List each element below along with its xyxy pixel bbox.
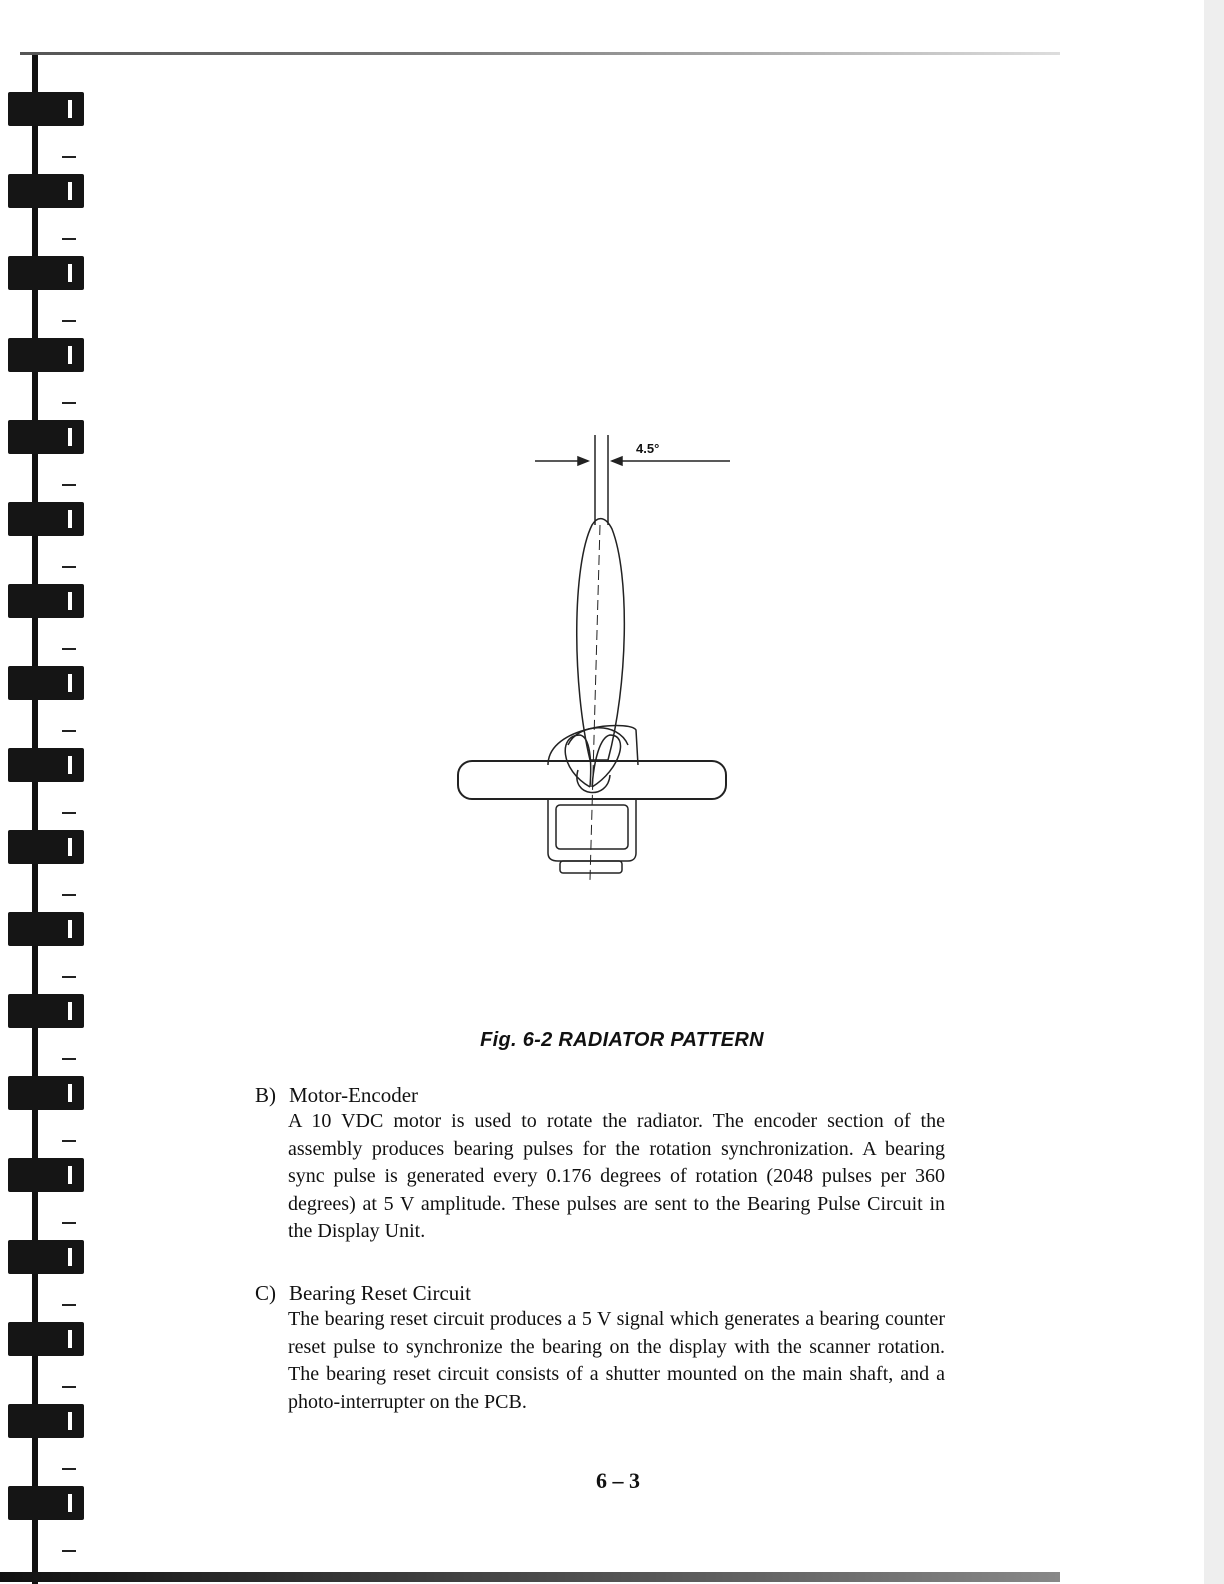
page-number: 6 – 3	[596, 1468, 640, 1493]
binding-hole-mark	[62, 402, 76, 404]
section-bearing-reset-circuit	[255, 1280, 945, 1416]
binding-ring	[8, 1158, 84, 1192]
binding-hole-mark	[62, 1222, 76, 1224]
gearbox-housing	[548, 799, 636, 861]
binding-ring-gap	[68, 1494, 72, 1512]
binding-hole-mark	[62, 566, 76, 568]
section-body: A 10 VDC motor is used to rotate the radiator. The encoder section of the assembly produces bearing pulses for the rotation synchronization. A bearing sync pulse is generated every 0.176 degrees of rotation (2048 pulses per 360 degrees) at 5 V amplitude. These pulses are sent to the Bearing Pulse Circuit in the Display Unit.	[288, 1110, 945, 1242]
binding-ring	[8, 1240, 84, 1274]
binding-hole-mark	[62, 976, 76, 978]
radiator-pattern-figure	[440, 425, 750, 895]
binding-ring-gap	[68, 674, 72, 692]
binding-ring	[8, 338, 84, 372]
dimension-arrow-right	[612, 457, 622, 465]
binding-hole-mark	[62, 648, 76, 650]
section-label: C)	[255, 1281, 276, 1305]
binding-hole-mark	[62, 1140, 76, 1142]
binding-ring-gap	[68, 510, 72, 528]
section-label: B)	[255, 1083, 276, 1107]
binding-ring	[8, 92, 84, 126]
page-bottom-edge	[0, 1572, 1060, 1582]
binding-ring	[8, 994, 84, 1028]
binding-ring-gap	[68, 838, 72, 856]
binding-hole-mark	[62, 894, 76, 896]
dimension-arrow-left	[578, 457, 588, 465]
binding-hole-mark	[62, 1386, 76, 1388]
binding-ring	[8, 420, 84, 454]
binding-ring-gap	[68, 346, 72, 364]
binding-ring	[8, 502, 84, 536]
binding-hole-mark	[62, 812, 76, 814]
binding-ring-gap	[68, 920, 72, 938]
binding-hole-mark	[62, 156, 76, 158]
binding-ring-gap	[68, 592, 72, 610]
binding-hole-mark	[62, 1058, 76, 1060]
binding-ring	[8, 1076, 84, 1110]
section-title: Bearing Reset Circuit	[289, 1281, 471, 1305]
binding-ring-gap	[68, 756, 72, 774]
binding-ring-gap	[68, 428, 72, 446]
binding-ring	[8, 584, 84, 618]
binding-hole-mark	[62, 730, 76, 732]
binding-ring	[8, 1322, 84, 1356]
side-lobe-top	[568, 728, 628, 745]
binding-ring-gap	[68, 182, 72, 200]
binding-ring	[8, 666, 84, 700]
binding-ring	[8, 912, 84, 946]
binding-ring	[8, 830, 84, 864]
binding-ring-gap	[68, 1166, 72, 1184]
binding-ring-gap	[68, 100, 72, 118]
figure-caption: Fig. 6-2 RADIATOR PATTERN	[480, 1029, 764, 1051]
binding-hole-mark	[62, 320, 76, 322]
binding-ring	[8, 748, 84, 782]
binding-ring	[8, 174, 84, 208]
binding-ring	[8, 256, 84, 290]
binding-ring	[8, 1404, 84, 1438]
lobe-center-line	[590, 525, 600, 880]
section-title: Motor-Encoder	[289, 1083, 419, 1107]
binding-ring-gap	[68, 264, 72, 282]
binding-hole-mark	[62, 1550, 76, 1552]
binding-hole-mark	[62, 238, 76, 240]
section-motor-encoder	[255, 1082, 945, 1246]
binding-ring-gap	[68, 1412, 72, 1430]
section-heading	[255, 1082, 945, 1108]
section-body: The bearing reset circuit produces a 5 V signal which generates a bearing counter reset pulse to synchronize the bearing on the display with the scanner rotation. The bearing reset circuit consists of a shutter mounted on the main shaft, and a photo-interrupter on the PCB.	[288, 1308, 945, 1413]
page-right-shadow	[1204, 0, 1224, 1584]
section-heading	[255, 1280, 945, 1306]
motor-base	[560, 861, 622, 873]
binding-ring-gap	[68, 1002, 72, 1020]
binding-ring-gap	[68, 1330, 72, 1348]
page-top-edge	[20, 52, 1060, 55]
binding-ring-gap	[68, 1084, 72, 1102]
binding-hole-mark	[62, 484, 76, 486]
angle-label: 4.5°	[636, 441, 660, 456]
binding-hole-mark	[62, 1304, 76, 1306]
binding-ring-gap	[68, 1248, 72, 1266]
main-lobe	[577, 519, 625, 760]
